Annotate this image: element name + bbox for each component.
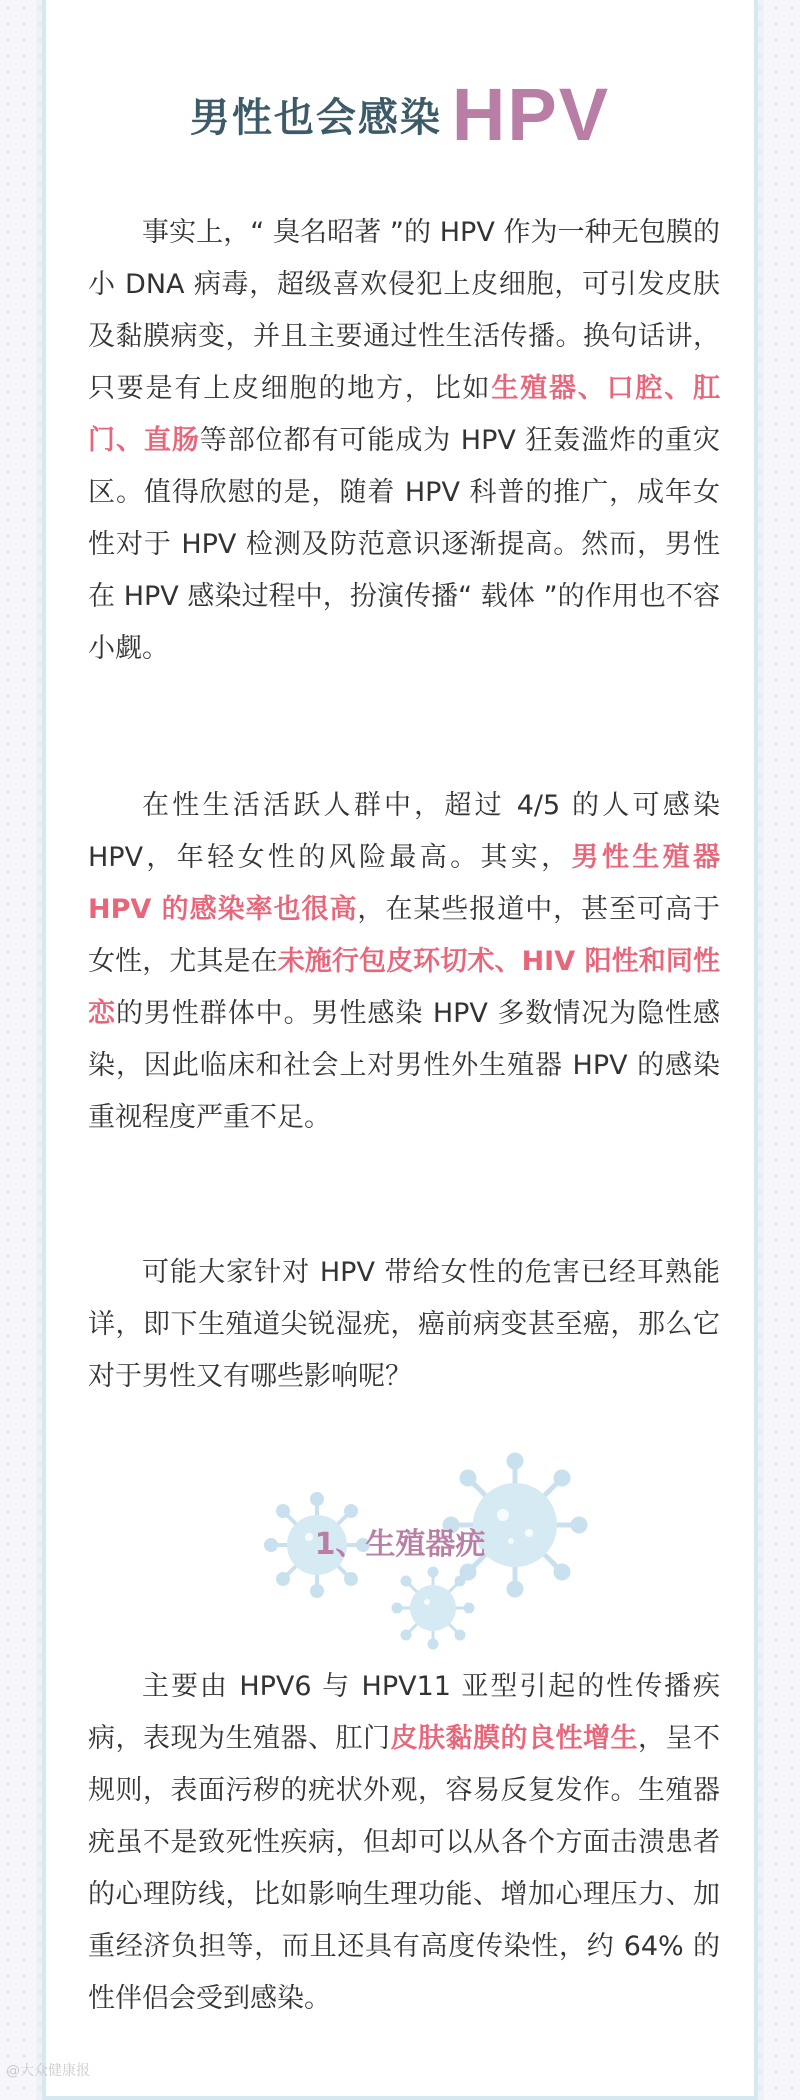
- paragraph-2: [88, 780, 720, 1144]
- paragraph-2-highlight-2: 未施行包皮环切术、HIV 阳性和同性恋: [88, 946, 720, 1029]
- paragraph-1-text-a: 事实上，“ 臭名昭著 ”的 HPV 作为一种无包膜的小 DNA 病毒，超级喜欢侵犯上皮细胞，可引发皮肤及黏膜病变，并且主要通过性生活传播。换句话讲，只要是有上皮细胞的地方，比如: [88, 217, 720, 404]
- paragraph-3-text: 可能大家针对 HPV 带给女性的危害已经耳熟能详，即下生殖道尖锐湿疣，癌前病变甚至癌，那么它对于男性又有哪些影响呢？: [88, 1257, 720, 1392]
- paragraph-2-text-c: 的男性群体中。男性感染 HPV 多数情况为隐性感染，因此临床和社会上对男性外生殖器 HPV 的感染重视程度严重不足。: [88, 998, 720, 1133]
- title-chinese: 男性也会感染: [189, 95, 442, 141]
- paragraph-4-highlight: 皮肤黏膜的良性增生: [390, 1723, 638, 1754]
- paragraph-2-highlight-1: 男性生殖器 HPV 的感染率也很高: [88, 842, 720, 925]
- paragraph-1-highlight: 生殖器、口腔、肛门、直肠: [88, 373, 721, 456]
- paragraph-3: [88, 1247, 720, 1403]
- paragraph-4-text-a: 主要由 HPV6 与 HPV11 亚型引起的性传播疾病，表现为生殖器、肛门: [88, 1671, 720, 1754]
- paragraph-1: [88, 207, 720, 675]
- paragraph-4: [88, 1661, 720, 2025]
- watermark: @大众健康报: [6, 2063, 90, 2079]
- section-title-genital-warts: 1、生殖器疣: [314, 1527, 486, 1562]
- title-hpv: HPV: [451, 73, 611, 156]
- paragraph-2-text-a: 在性生活活跃人群中，超过 4/5 的人可感染 HPV，年轻女性的风险最高。其实，: [88, 790, 720, 873]
- paragraph-4-text-b: ，呈不规则，表面污秽的疣状外观，容易反复发作。生殖器疣虽不是致死性疾病，但却可以从各个方面击溃患者的心理防线，比如影响生理功能、增加心理压力、加重经济负担等，而且还具有高度传染性，约 64% 的性伴侣会受到感染。: [88, 1723, 720, 2014]
- paragraph-1-text-b: 等部位都有可能成为 HPV 狂轰滥炸的重灾区。值得欣慰的是，随着 HPV 科普的推广，成年女性对于 HPV 检测及防范意识逐渐提高。然而，男性在 HPV 感染过程中，扮演传播“ 载体 ”的作用也不容小觑。: [88, 425, 720, 664]
- virus-icon: [390, 1565, 476, 1651]
- page-title: [0, 72, 800, 157]
- paragraph-2-text-b: ，在某些报道中，甚至可高于女性，尤其是在: [88, 894, 720, 977]
